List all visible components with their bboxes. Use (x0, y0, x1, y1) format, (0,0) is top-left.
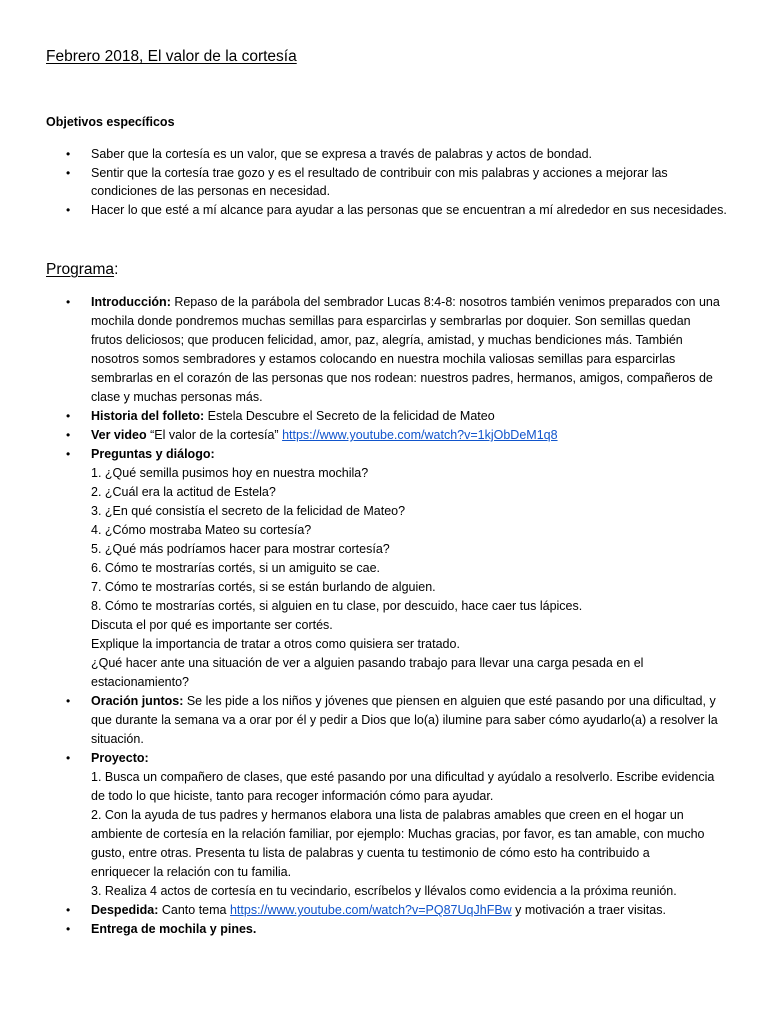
objectives-heading: Objetivos específicos (46, 115, 175, 129)
program-heading (46, 261, 118, 279)
text-line: de todo lo que hiciste, tanto para recoger información cómo para ayudar. (91, 789, 494, 803)
text-line: nosotros somos sembradores y estamos colocando en nuestra mochila valiosas semillas para esparcirlas (91, 352, 676, 366)
question-line: Explique la importancia de tratar a otros como quisiera ser tratado. (91, 637, 460, 651)
bullet-icon: • (66, 751, 71, 765)
objectives-list (66, 145, 736, 219)
question-line: 1. ¿Qué semilla pusimos hoy en nuestra mochila? (91, 466, 369, 480)
text-line: frutos deliciosos; que producen felicidad, amor, paz, alegría, amistad, y muchas bendiciones más. También (91, 333, 683, 347)
bullet-icon: • (66, 922, 71, 936)
item-label: Ver video (91, 428, 147, 442)
bullet-icon: • (66, 694, 71, 708)
text-line: Saber que la cortesía es un valor, que se expresa a través de palabras y actos de bondad. (91, 147, 593, 161)
objective-item (66, 164, 736, 201)
text-line: Estela Descubre el Secreto de la felicidad de Mateo (204, 409, 495, 423)
bullet-icon: • (66, 447, 71, 461)
text-line: condiciones de las personas en necesidad. (91, 184, 331, 198)
text-line: gusto, entre otras. Presenta tu lista de palabras y cuenta tu testimonio de cómo esto ha contribuido a (91, 846, 650, 860)
program-item-despedida (66, 901, 736, 920)
question-line: Discuta el por qué es importante ser cortés. (91, 618, 333, 632)
video-link[interactable]: https://www.youtube.com/watch?v=1kjObDeM1q8 (282, 428, 558, 442)
text-line: Sentir que la cortesía trae gozo y es el resultado de contribuir con mis palabras y acciones a mejorar las (91, 165, 668, 180)
objective-item (66, 145, 736, 164)
text-line: clase y muchas personas más. (91, 390, 263, 404)
program-list (66, 293, 736, 939)
program-item-preguntas (66, 445, 736, 692)
program-item-oracion (66, 692, 736, 749)
item-label: Entrega de mochila y pines. (91, 922, 257, 936)
text-line: Se les pide a los niños y jóvenes que piensen en alguien que esté pasando por una dificultad, y (183, 694, 716, 708)
question-line: 2. ¿Cuál era la actitud de Estela? (91, 485, 276, 499)
text-line: y motivación a traer visitas. (511, 903, 666, 917)
text-line: situación. (91, 732, 144, 746)
bullet-icon: • (66, 428, 71, 442)
question-line: 6. Cómo te mostrarías cortés, si un amiguito se cae. (91, 561, 381, 575)
text-line: enriquecer la relación con tu familia. (91, 865, 292, 879)
item-label: Oración juntos: (91, 694, 184, 708)
bullet-icon: • (66, 409, 71, 423)
text-line: 2. Con la ayuda de tus padres y hermanos elabora una lista de palabras amables que creen en el hogar un (91, 808, 684, 822)
question-line: estacionamiento? (91, 675, 189, 689)
bullet-icon: • (66, 202, 71, 217)
question-line: 8. Cómo te mostrarías cortés, si alguien en tu clase, por descuido, hace caer tus lápices. (91, 599, 583, 613)
text-line: Canto tema (158, 903, 230, 917)
program-item-historia (66, 407, 736, 426)
objective-item (66, 201, 736, 220)
song-link[interactable]: https://www.youtube.com/watch?v=PQ87UqJhFBw (229, 903, 512, 917)
text-line: Repaso de la parábola del sembrador Lucas 8:4-8: nosotros también venimos preparados con una (170, 295, 720, 309)
program-item-video (66, 426, 736, 445)
bullet-icon: • (66, 295, 71, 309)
program-item-introduccion (66, 293, 736, 407)
item-label: Proyecto: (91, 751, 149, 765)
question-line: 3. ¿En qué consistía el secreto de la felicidad de Mateo? (91, 504, 406, 518)
text-line: 3. Realiza 4 actos de cortesía en tu vecindario, escríbelos y llévalos como evidencia a la próxima reunión. (91, 884, 677, 898)
program-item-proyecto (66, 749, 736, 901)
question-line: 7. Cómo te mostrarías cortés, si se están burlando de alguien. (91, 580, 436, 594)
document-title: Febrero 2018, El valor de la cortesía (46, 48, 297, 65)
bullet-icon: • (66, 903, 71, 917)
program-item-entrega (66, 920, 736, 939)
item-label: Preguntas y diálogo: (91, 447, 215, 461)
text-line: mochila donde pondremos muchas semillas para esparcirlas y sembrarlas por doquier. Son semillas quedan (91, 314, 691, 328)
text-line: que durante la semana va a orar por él y pedir a Dios que lo(a) ilumine para saber cómo ayudarlo(a) a resolver la (91, 713, 718, 727)
question-line: 5. ¿Qué más podríamos hacer para mostrar cortesía? (91, 542, 390, 556)
item-label: Historia del folleto: (91, 409, 205, 423)
program-heading-colon: : (114, 261, 119, 278)
item-label: Despedida: (91, 903, 159, 917)
item-label: Introducción: (91, 295, 171, 309)
text-line: “El valor de la cortesía” (146, 428, 283, 442)
question-line: 4. ¿Cómo mostraba Mateo su cortesía? (91, 523, 312, 537)
text-line: ambiente de cortesía en la relación familiar, por ejemplo: Muchas gracias, por favor, es tan amable, con mucho (91, 827, 705, 841)
text-line: 1. Busca un compañero de clases, que esté pasando por una dificultad y ayúdalo a resolverlo. Escribe evidencia (91, 770, 715, 784)
bullet-icon: • (66, 165, 71, 180)
program-heading-text: Programa (46, 261, 115, 278)
text-line: Hacer lo que esté a mí alcance para ayudar a las personas que se encuentran a mí alrededor en sus necesidades. (91, 202, 727, 217)
question-line: ¿Qué hacer ante una situación de ver a alguien pasando trabajo para llevar una carga pesada en el (91, 656, 644, 670)
text-line: sembrarlas en el corazón de las personas que nos rodean: nuestros padres, hermanos, amigos, compañeros de (91, 371, 713, 385)
bullet-icon: • (66, 147, 71, 161)
